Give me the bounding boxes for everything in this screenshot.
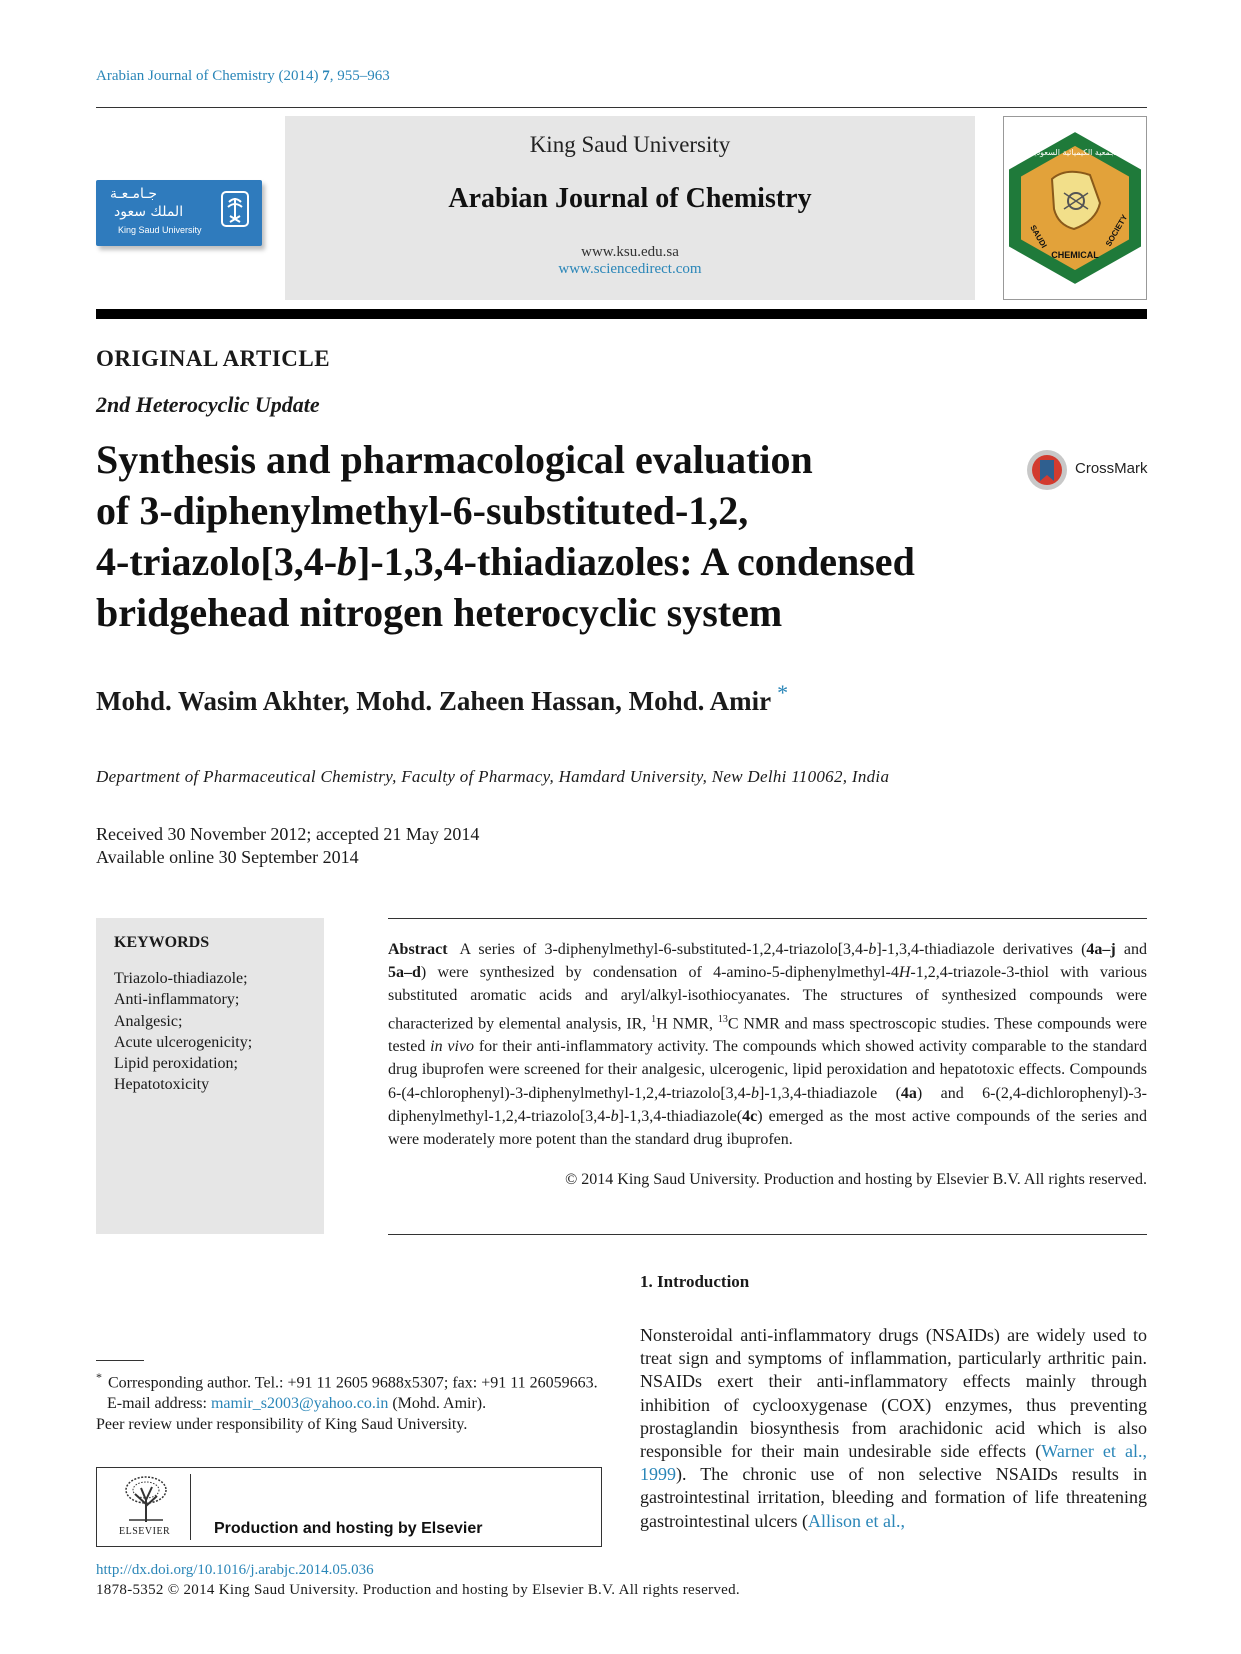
society-word-chemical: CHEMICAL <box>1051 250 1099 260</box>
compound-ref: 4a <box>900 1084 917 1102</box>
keyword-item: Acute ulcerogenicity; <box>114 1033 253 1051</box>
journal-reference[interactable] <box>96 68 390 85</box>
article-title <box>96 434 996 638</box>
abstract-italic: b <box>751 1084 759 1102</box>
abstract-bottom-rule <box>388 1234 1147 1235</box>
keyword-item: Triazolo-thiadiazole; <box>114 970 248 987</box>
abstract-italic: in vivo <box>430 1038 475 1056</box>
elsevier-tree-icon <box>121 1474 171 1524</box>
compound-ref: 4a–j <box>1086 941 1116 958</box>
issn-copyright: 1878-5352 © 2014 King Saud University. Production and hosting by Elsevier B.V. All rights reserved. <box>96 1582 740 1598</box>
footnote-email-line <box>96 1393 602 1414</box>
society-word-society: SOCIETY <box>1103 213 1130 248</box>
journal-ref-prefix: Arabian Journal of Chemistry (2014) <box>96 68 319 84</box>
title-line-2: of 3-diphenylmethyl-6-substituted-1,2, <box>96 488 749 533</box>
abstract-text: and <box>1115 941 1147 958</box>
abstract-italic: H <box>898 964 911 982</box>
abstract-text: A series of 3-diphenylmethyl-6-substituted-1,2,4-triazolo[3,4- <box>459 941 869 958</box>
abstract-text: H NMR, <box>656 1014 718 1032</box>
abstract-text: ) and 6-(2,4-dichlorophenyl)-3-diphenylmethyl-1,2,4-triazolo[3,4- <box>388 1084 1148 1125</box>
abstract-text: C NMR and mass spectroscopic studies. These compounds were tested <box>388 1014 1147 1056</box>
title-line-3a: 4-triazolo[3,4- <box>96 539 338 584</box>
superscript: 13 <box>717 1013 728 1025</box>
footnote <box>96 1367 602 1435</box>
keyword-item: Anti-inflammatory; <box>114 991 240 1009</box>
palm-emblem-icon <box>220 190 250 230</box>
crossmark-badge[interactable] <box>1025 448 1165 494</box>
abstract-text: ) were synthesized by condensation of 4-amino-5-diphenylmethyl-4 <box>420 964 899 982</box>
ksu-logo <box>96 180 262 246</box>
abstract-copyright: © 2014 King Saud University. Production and hosting by Elsevier B.V. All rights reserved. <box>565 1171 1147 1188</box>
saudi-chemical-society-logo <box>1003 116 1147 300</box>
journal-ref-pages: , 955–963 <box>329 68 390 84</box>
keyword-item: Lipid peroxidation; <box>114 1055 238 1073</box>
title-line-1: Synthesis and pharmacological evaluation <box>96 437 813 482</box>
university-name: King Saud University <box>529 132 731 157</box>
intro-text: Nonsteroidal anti-inflammatory drugs (NSAIDs) are widely used to treat sign and symptoms of inflammation, particularly arthritic pain. NSAIDs exert their anti-inflammatory effects mainly through inhibition of cyclooxygenase (COX) enzymes, thus preventing prostaglandin biosynthesis from arachidonic acid which is also responsible for their main undesirable side effects ( <box>640 1325 1147 1462</box>
title-line-3b: b <box>337 539 358 584</box>
peer-review-note: Peer review under responsibility of King Saud University. <box>96 1416 468 1434</box>
received-dates: Received 30 November 2012; accepted 21 May 2014 <box>96 824 480 844</box>
ksu-logo-arabic-2: الملك سعود <box>114 204 184 220</box>
footnote-corresponding <box>96 1367 602 1393</box>
keyword-item: Hepatotoxicity <box>114 1076 210 1094</box>
abstract-body <box>388 938 1147 1151</box>
elsevier-divider <box>190 1474 191 1540</box>
introduction-paragraph <box>640 1324 1147 1533</box>
header-thick-divider <box>96 309 1147 319</box>
compound-ref: 4c <box>742 1107 758 1125</box>
abstract-text: ]-1,3,4-thiadiazole ( <box>759 1084 901 1102</box>
available-online-date: Available online 30 September 2014 <box>96 847 359 867</box>
abstract-text: ]-1,3,4-thiadiazole( <box>618 1107 743 1125</box>
citation-link[interactable]: Allison et al., <box>807 1510 905 1531</box>
abstract-text: ]-1,3,4-thiadiazole derivatives ( <box>876 941 1087 958</box>
article-series: 2nd Heterocyclic Update <box>96 392 320 417</box>
abstract-italic: b <box>868 941 877 958</box>
compound-ref: 5a–d <box>388 964 421 982</box>
elsevier-tagline: Production and hosting by Elsevier <box>214 1520 483 1537</box>
crossmark-label: CrossMark <box>1075 460 1148 477</box>
abstract-label: Abstract <box>388 941 448 958</box>
abstract-text: ) emerged as the most active compounds of the series and were moderately more potent than the standard drug ibuprofen. <box>388 1107 1147 1148</box>
elsevier-wordmark: ELSEVIER <box>119 1526 171 1537</box>
sciencedirect-url-link[interactable]: www.sciencedirect.com <box>558 261 702 277</box>
email-label: E-mail address: <box>107 1395 211 1413</box>
crossmark-icon <box>1025 448 1069 492</box>
section-heading-introduction: 1. Introduction <box>640 1272 750 1291</box>
email-link[interactable]: mamir_s2003@yahoo.co.in <box>210 1395 389 1413</box>
journal-ref-volume: 7 <box>322 68 330 84</box>
abstract-text: -1,2,4-triazole-3-thiol with various substituted aromatic acids and aryl/alkyl-isothiocyanates. The structures of synthesized compounds were characterized by elemental analysis, IR, <box>388 964 1147 1032</box>
article-type: ORIGINAL ARTICLE <box>96 346 331 371</box>
footnote-mark: * <box>96 1370 102 1384</box>
keywords-list <box>114 968 252 1096</box>
elsevier-hosting-box <box>96 1467 602 1547</box>
citation-link[interactable]: Warner et al., 1999 <box>640 1441 1148 1485</box>
society-word-saudi: SAUDI <box>1028 223 1049 250</box>
title-line-3c: ]-1,3,4-thiadiazoles: A condensed <box>357 539 915 584</box>
ksu-logo-arabic-1: جـامـعـة <box>110 186 157 202</box>
corresponding-author-mark[interactable]: * <box>777 680 789 705</box>
ksu-logo-english: King Saud University <box>118 225 202 235</box>
keyword-item: Analgesic; <box>114 1012 183 1030</box>
title-line-4: bridgehead nitrogen heterocyclic system <box>96 590 783 635</box>
abstract-top-rule <box>388 918 1147 919</box>
superscript: 1 <box>651 1013 657 1025</box>
society-arabic: الجمعية الكيميائية السعودية <box>1030 148 1120 157</box>
journal-name: Arabian Journal of Chemistry <box>448 183 812 214</box>
ksu-url-link[interactable]: www.ksu.edu.sa <box>581 244 679 260</box>
doi-link[interactable]: http://dx.doi.org/10.1016/j.arabjc.2014.05.036 <box>96 1562 374 1578</box>
footnote-rule <box>96 1360 144 1361</box>
abstract-italic: b <box>610 1107 619 1125</box>
footnote-contact: Corresponding author. Tel.: +91 11 2605 9688x5307; fax: +91 11 26059663. <box>108 1374 598 1392</box>
intro-text: ). The chronic use of non selective NSAIDs results in gastrointestinal irritation, bleeding and formation of life threatening gastrointestinal ulcers ( <box>640 1464 1147 1531</box>
top-divider <box>96 107 1147 108</box>
author-list <box>96 680 788 717</box>
abstract-text: for their anti-inflammatory activity. The compounds which showed activity comparable to the standard drug ibuprofen were screened for their analgesic, ulcerogenic, lipid peroxidation and hepatotoxic effects. Compounds 6-(4-chlorophenyl)-3-diphenylmethyl-1,2,4-triazolo[3,4- <box>388 1038 1148 1102</box>
keywords-heading: KEYWORDS <box>114 934 210 951</box>
authors-text: Mohd. Wasim Akhter, Mohd. Zaheen Hassan, Mohd. Amir <box>96 686 772 716</box>
email-owner: (Mohd. Amir). <box>388 1395 487 1413</box>
affiliation: Department of Pharmaceutical Chemistry, Faculty of Pharmacy, Hamdard University, New Delhi 110062, India <box>96 767 890 786</box>
society-emblem-icon <box>1004 117 1146 299</box>
